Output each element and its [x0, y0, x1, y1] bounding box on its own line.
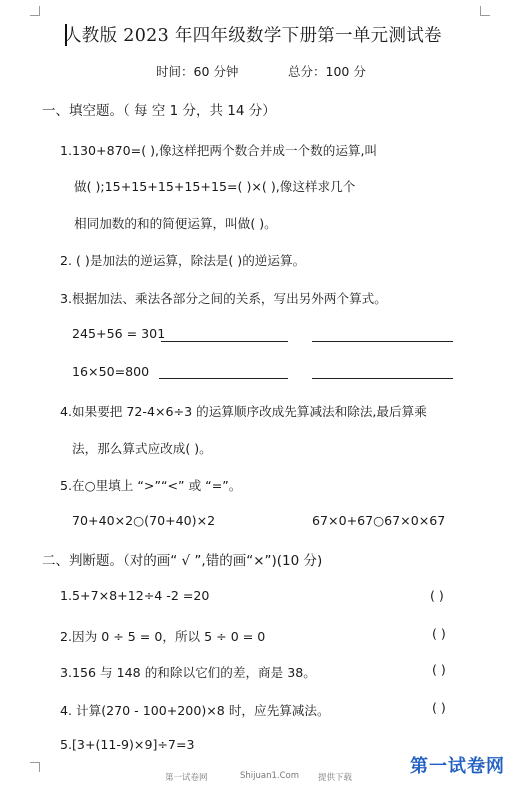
answer-line	[161, 341, 288, 342]
corner-mark-bottom-left	[30, 762, 40, 772]
answer-paren: ( )	[432, 700, 446, 715]
q2: 2. ( )是加法的逆运算，除法是( )的逆运算。	[60, 253, 306, 268]
q1-line-3: 相同加数的和的简便运算，叫做( )。	[74, 216, 277, 231]
answer-paren: ( )	[432, 662, 446, 677]
watermark-logo: 第一试卷网	[410, 756, 505, 777]
page-title: 人教版 2023 年四年级数学下册第一单元测试卷	[64, 26, 442, 46]
section-1-heading: 一、填空题。（ 每 空 1 分，共 14 分）	[42, 103, 276, 119]
judge-item-1: 1.5+7×8+12÷4 -2 =20	[60, 588, 210, 603]
q1-line-2: 做( );15+15+15+15+15=( )×( ),像这样求几个	[74, 179, 356, 194]
q4-line-1: 4.如果要把 72-4×6÷3 的运算顺序改成先算减法和除法,最后算乘	[60, 404, 427, 419]
answer-line	[159, 378, 288, 379]
exam-time: 时间：60 分钟	[156, 64, 239, 79]
q4-line-2: 法，那么算式应改成( )。	[72, 441, 212, 456]
judge-item-4: 4. 计算(270 - 100+200)×8 时，应先算减法。	[60, 703, 330, 718]
corner-mark-top-left	[30, 6, 40, 16]
q5-compare-a: 70+40×2○(70+40)×2	[72, 513, 216, 528]
q5-compare-b: 67×0+67○67×0×67	[312, 513, 446, 528]
answer-line	[312, 378, 453, 379]
q5: 5.在○里填上 “>”“<” 或 “=”。	[60, 478, 242, 493]
judge-item-3: 3.156 与 148 的和除以它们的差，商是 38。	[60, 665, 316, 680]
q3-equation-b: 16×50=800	[72, 364, 150, 379]
q3: 3.根据加法、乘法各部分之间的关系，写出另外两个算式。	[60, 291, 387, 306]
q1-line-1: 1.130+870=( ),像这样把两个数合并成一个数的运算,叫	[60, 143, 378, 158]
q3-equation-a: 245+56 = 301	[72, 326, 166, 341]
judge-item-2: 2.因为 0 ÷ 5 = 0，所以 5 ÷ 0 = 0	[60, 629, 266, 644]
footer-site-url: Shijuan1.Com	[240, 771, 300, 781]
footer-download-note: 提供下载	[318, 773, 353, 783]
section-2-heading: 二、判断题。（对的画“ √ ”,错的画“×”)(10 分)	[42, 553, 323, 569]
exam-score: 总分：100 分	[288, 64, 366, 79]
corner-mark-top-right	[480, 6, 490, 16]
answer-paren: ( )	[432, 626, 446, 641]
footer-site-name: 第一试卷网	[165, 773, 208, 783]
answer-paren: ( )	[430, 588, 444, 603]
judge-item-5: 5.[3+(11-9)×9]÷7=3	[60, 737, 195, 752]
answer-line	[312, 341, 453, 342]
